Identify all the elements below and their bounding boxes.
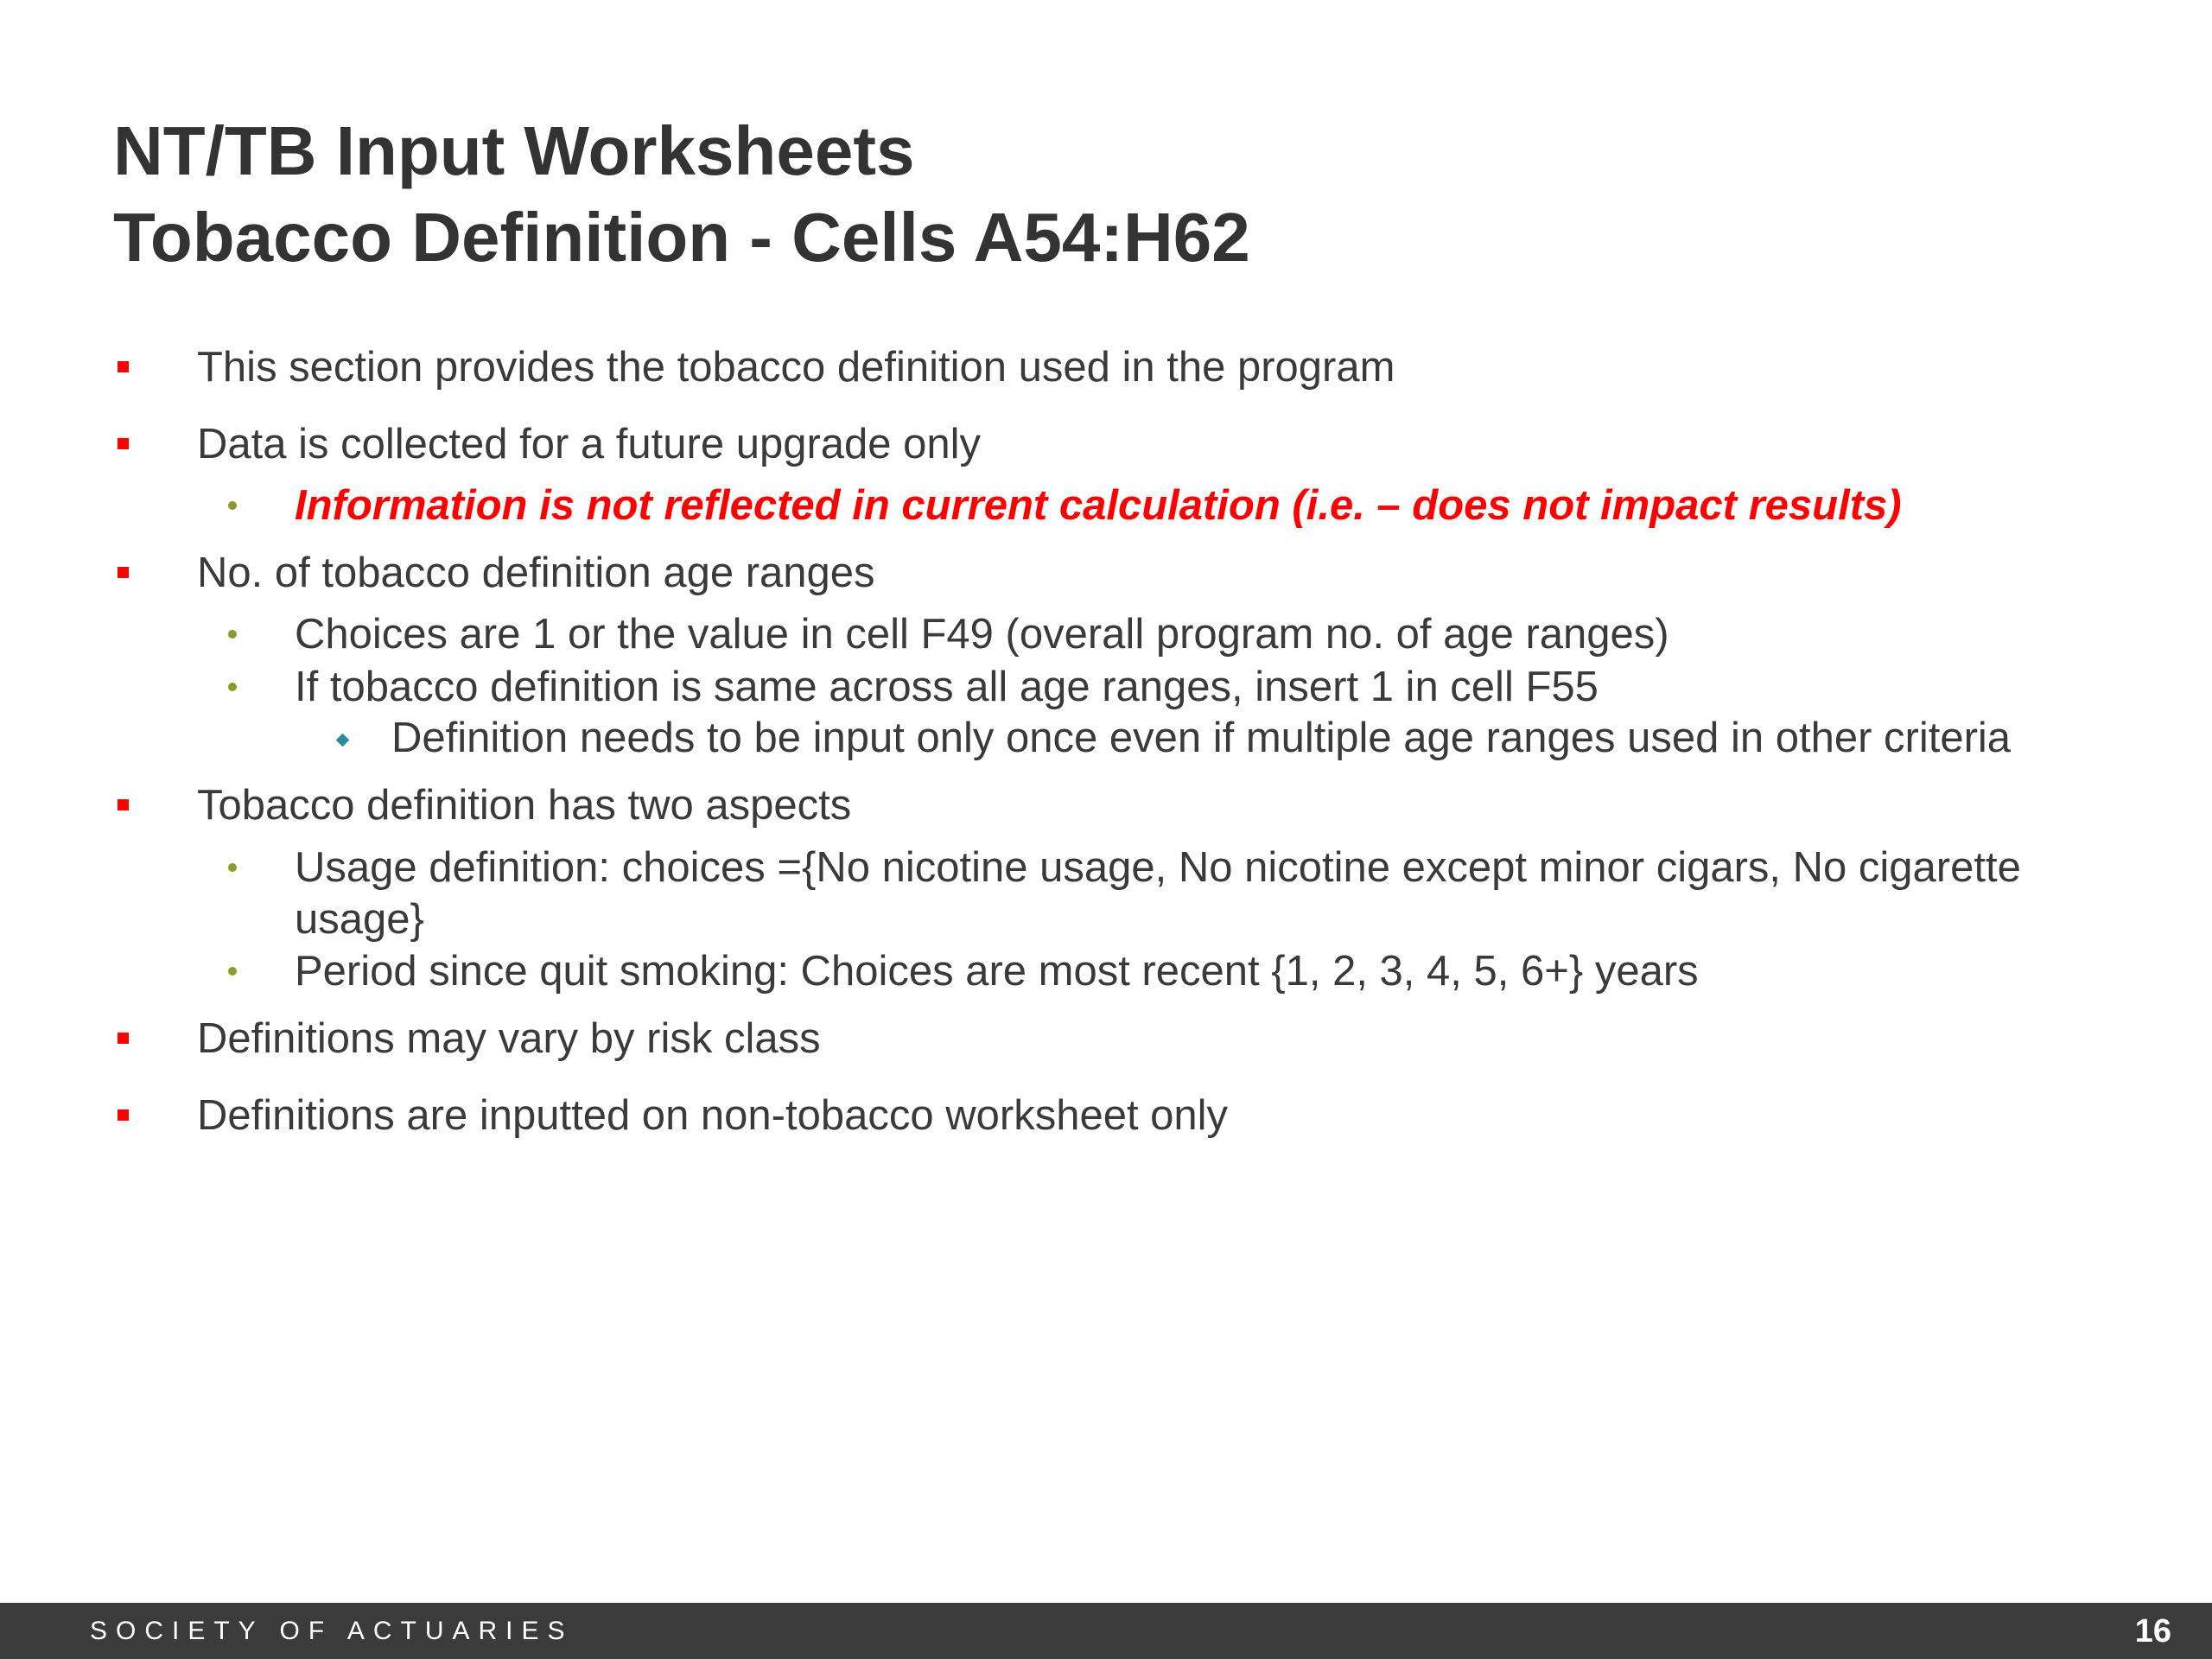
dot-bullet-icon — [228, 967, 237, 976]
organization-name: SOCIETY OF ACTUARIES — [90, 1617, 574, 1645]
page-number: 16 — [2134, 1613, 2171, 1649]
square-bullet-icon — [118, 1033, 129, 1044]
bullet-item-text: Tobacco definition has two aspects — [197, 782, 852, 829]
square-bullet-icon — [118, 1109, 129, 1121]
sub-bullet-text: Usage definition: choices ={No nicotine usage, No nicotine except minor cigars, No cigarette — [295, 844, 2021, 891]
sub-bullet-text: Period since quit smoking: Choices are most recent {1, 2, 3, 4, 5, 6+} years — [295, 948, 1699, 995]
dot-bullet-icon — [228, 630, 237, 639]
emphasis-note: Information is not reflected in current calculation (i.e. – does not impact results) — [295, 482, 1902, 529]
bullet-item-text: Data is collected for a future upgrade only — [197, 421, 982, 467]
bullet-item-text: Definitions are inputted on non-tobacco worksheet only — [197, 1092, 1229, 1139]
dot-bullet-icon — [228, 683, 237, 691]
sub-bullet-text: Choices are 1 or the value in cell F49 (overall program no. of age ranges) — [295, 611, 1669, 658]
square-bullet-icon — [118, 799, 129, 810]
footer-bar — [0, 1603, 2212, 1659]
sub-bullet-text-continued: usage} — [295, 896, 424, 943]
title-line-2: Tobacco Definition - Cells A54:H62 — [113, 199, 1250, 276]
bullet-item-text: Definitions may vary by risk class — [197, 1015, 821, 1062]
sub-bullet-text: If tobacco definition is same across all age ranges, insert 1 in cell F55 — [295, 664, 1599, 710]
square-bullet-icon — [118, 361, 129, 372]
slide-title — [113, 108, 1250, 281]
bullet-item-text: No. of tobacco definition age ranges — [197, 550, 875, 596]
square-bullet-icon — [118, 438, 129, 449]
square-bullet-icon — [118, 567, 129, 578]
bullet-item-text: This section provides the tobacco definition used in the program — [197, 344, 1395, 391]
diamond-bullet-icon — [336, 734, 350, 747]
dot-bullet-icon — [228, 863, 237, 872]
dot-bullet-icon — [228, 501, 237, 510]
sub-sub-bullet-text: Definition needs to be input only once even if multiple age ranges used in other criteria — [391, 715, 2012, 761]
title-line-1: NT/TB Input Worksheets — [113, 112, 915, 189]
